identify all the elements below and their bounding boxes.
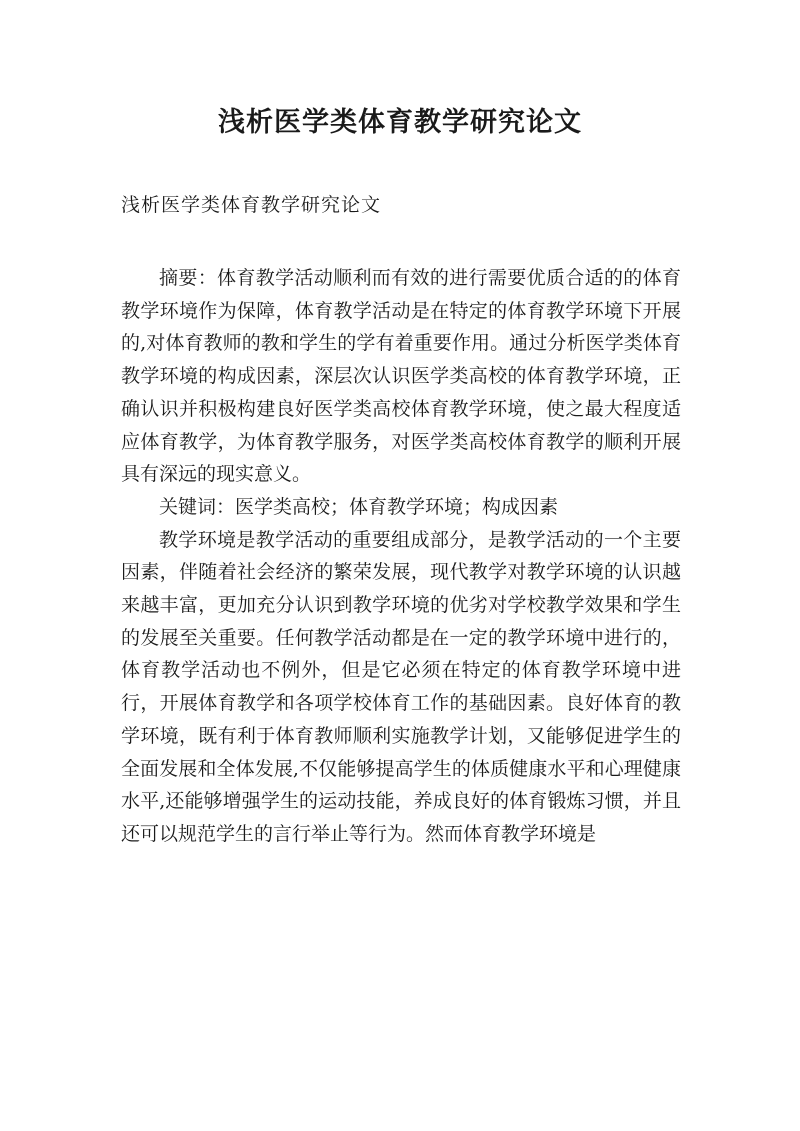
- abstract-paragraph: 摘要：体育教学活动顺利而有效的进行需要优质合适的的体育教学环境作为保障，体育教学活动是在特定的体育教学环境下开展的,对体育教师的教和学生的学有着重要作用。通过分析医学类体育教学环境的构成因素，深层次认识医学类高校的体育教学环境，正确认识并积极构建良好医学类高校体育教学环境，使之最大程度适应体育教学，为体育教学服务，对医学类高校体育教学的顺利开展具有深远的现实意义。: [121, 267, 681, 486]
- keywords-paragraph: 关键词：医学类高校；体育教学环境；构成因素: [159, 495, 559, 518]
- document-title: 浅析医学类体育教学研究论文: [218, 107, 582, 138]
- document-subtitle: 浅析医学类体育教学研究论文: [121, 194, 382, 216]
- body-paragraph: 教学环境是教学活动的重要组成部分，是教学活动的一个主要因素，伴随着社会经济的繁荣发展，现代教学对教学环境的认识越来越丰富，更加充分认识到教学环境的优劣对学校教学效果和学生的发展至关重要。任何教学活动都是在一定的教学环境中进行的，体育教学活动也不例外，但是它必须在特定的体育教学环境中进行，开展体育教学和各项学校体育工作的基础因素。良好体育的教学环境，既有利于体育教师顺利实施教学计划，又能够促进学生的全面发展和全体发展,不仅能够提高学生的体质健康水平和心理健康水平,还能够增强学生的运动技能，养成良好的体育锻炼习惯，并且还可以规范学生的言行举止等行为。然而体育教学环境是: [121, 528, 681, 845]
- document-body: [121, 262, 681, 851]
